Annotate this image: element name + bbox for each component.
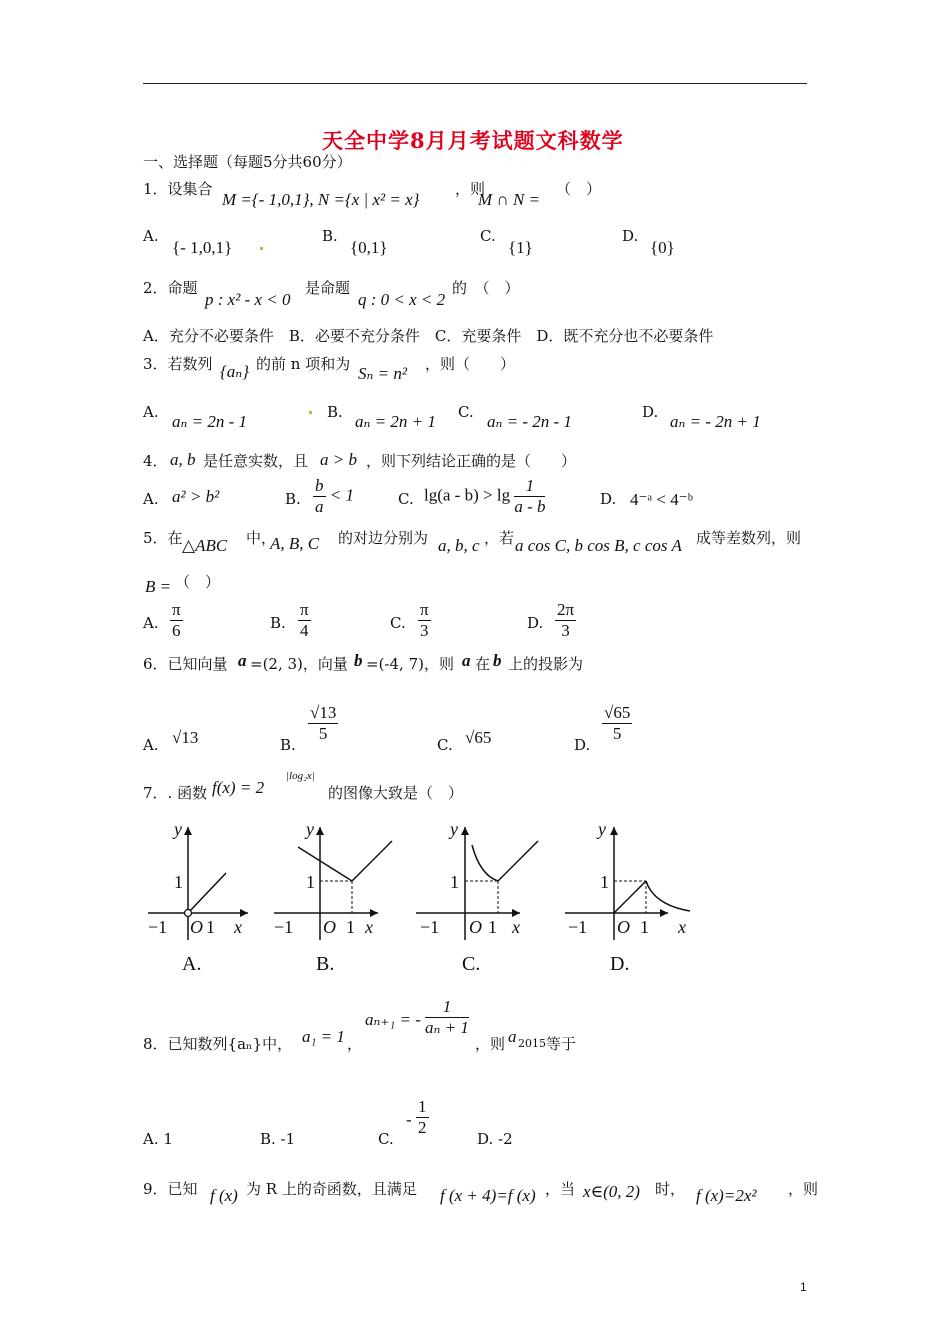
q6-d-label: D.	[574, 736, 591, 754]
q5-sides: a, b, c	[438, 536, 480, 555]
q4-c-den: a - b	[514, 497, 546, 516]
q1-number: 1．设集合	[143, 180, 213, 198]
q3-sn: Sₙ = n²	[358, 364, 407, 383]
q3-seq: {aₙ}	[220, 362, 249, 381]
stray-dot	[309, 411, 312, 414]
q3-b-value: aₙ = 2n + 1	[355, 412, 436, 431]
q9-when: ，当	[545, 1180, 576, 1198]
q5-mid1: 中，	[246, 529, 277, 547]
q4-b-rest: < 1	[329, 485, 354, 505]
q6-a-val: =(2, 3)，向量	[250, 655, 348, 673]
q5-c-value	[418, 600, 431, 641]
section-heading: 一、选择题（每题5分共60分）	[143, 153, 352, 171]
graph-a-o-label: O	[190, 917, 203, 937]
q4-cond: a > b	[320, 450, 357, 469]
q5-triangle: △ABC	[182, 536, 228, 555]
q5-b-eq: B =	[145, 577, 172, 596]
q1-b-label: B.	[322, 227, 338, 245]
q3-d-value: aₙ = - 2n + 1	[670, 412, 761, 431]
q3-b-label: B.	[327, 403, 343, 421]
q3-a-value: aₙ = 2n - 1	[172, 412, 248, 431]
q8-subscript: 2015	[518, 1037, 546, 1050]
q5-a-label: A.	[143, 614, 159, 632]
q8-number: 8．已知数列{aₙ}中，	[143, 1035, 293, 1053]
graph-b-x-label: x	[365, 917, 373, 937]
q9-time: 时，	[655, 1180, 686, 1198]
q7-graphs	[140, 815, 710, 985]
q9-def: f (x)=2x²	[696, 1186, 757, 1205]
q4-b-label: B.	[285, 490, 301, 508]
q4-ab: a, b	[170, 450, 196, 469]
q8-den: aₙ + 1	[425, 1018, 469, 1037]
graph-d-one-label: 1	[600, 872, 609, 892]
q7-function: f(x) = 2	[212, 778, 265, 797]
graph-d	[565, 819, 690, 975]
q1-expr: M ∩ N =	[478, 190, 540, 209]
q7-end: 的图像大致是（ ）	[328, 784, 464, 802]
q5-b-value	[298, 600, 311, 641]
q8-a2015: a	[508, 1027, 517, 1046]
q5-c-num: π	[420, 600, 429, 619]
q6-a-label: A.	[143, 736, 159, 754]
q5-b-num: π	[300, 600, 309, 619]
q6-b-label: B.	[280, 736, 296, 754]
q5-a-num: π	[172, 600, 181, 619]
q1-b-value: {0,1}	[350, 238, 388, 257]
q1-then: ，则	[455, 180, 486, 198]
q1-d-value: {0}	[650, 238, 675, 257]
q2-end: 的 （ ）	[452, 279, 520, 297]
graph-a	[148, 819, 248, 975]
q3-end: ，则（ ）	[425, 355, 516, 373]
graph-b-neg-label: −1	[274, 917, 294, 937]
page-title: 天全中学8月月考试题文科数学	[322, 128, 624, 153]
q4-b-value	[313, 476, 354, 517]
q6-d-num: √65	[604, 703, 631, 722]
q1-c-label: C.	[480, 227, 496, 245]
q8-c-value	[416, 1097, 429, 1138]
graph-b-x1-label: 1	[346, 917, 355, 937]
q2-mid: 是命题	[305, 279, 351, 297]
q4-c-left: lg(a - b) > lg	[424, 485, 511, 505]
q5-a-value	[170, 600, 183, 641]
q6-b-value	[308, 703, 338, 744]
q8-c-label: C.	[378, 1130, 394, 1148]
q6-b-num: √13	[310, 703, 337, 722]
q6-c-value: √65	[465, 728, 492, 747]
q6-d-value	[602, 703, 632, 744]
graph-c-o-label: O	[469, 917, 482, 937]
graph-c	[416, 819, 538, 975]
q5-paren: （ ）	[175, 573, 221, 591]
q4-d-label: D.	[600, 490, 617, 508]
graph-a-one-label: 1	[174, 872, 183, 892]
q6-b-den: 5	[318, 724, 328, 743]
q6-vector-b: b	[354, 651, 363, 670]
graph-c-one-label: 1	[450, 872, 459, 892]
graph-a-x-label: x	[234, 917, 242, 937]
q5-b-den: 4	[300, 621, 309, 640]
q5-mid3: ，若	[484, 529, 515, 547]
q4-number: 4．	[143, 452, 168, 470]
q2-p: p : x² - x < 0	[205, 290, 291, 309]
q9-range: x∈(0, 2)	[583, 1182, 640, 1201]
graph-d-o-label: O	[617, 917, 630, 937]
q8-comma: ，	[347, 1035, 363, 1053]
graph-c-x1-label: 1	[488, 917, 497, 937]
q9-f: f (x)	[210, 1186, 238, 1205]
graph-a-y-label: y	[174, 819, 182, 839]
q1-sets: M ={- 1,0,1}, N ={x | x² = x}	[222, 190, 420, 209]
q5-d-num: 2π	[557, 600, 575, 619]
graph-c-neg-label: −1	[420, 917, 440, 937]
q5-angles: A, B, C	[270, 534, 320, 553]
q4-a-label: A.	[143, 490, 159, 508]
q6-d-den: 5	[612, 724, 622, 743]
q4-d-value: 4⁻ᵃ < 4⁻ᵇ	[630, 490, 693, 509]
q5-c-label: C.	[390, 614, 406, 632]
q8-lhs: aₙ₊₁ = -	[365, 1010, 421, 1029]
q4-c-value	[424, 476, 545, 517]
q5-d-label: D.	[527, 614, 544, 632]
graph-b	[274, 819, 392, 975]
q3-c-value: aₙ = - 2n - 1	[487, 412, 572, 431]
q1-c-value: {1}	[508, 238, 533, 257]
q2-q: q : 0 < x < 2	[358, 290, 446, 309]
graph-b-o-label: O	[323, 917, 336, 937]
graph-b-y-label: y	[306, 819, 314, 839]
q8-a1: a₁ = 1	[302, 1027, 345, 1046]
q8-num: 1	[425, 997, 469, 1018]
q7-exponent: |log₂x|	[286, 770, 315, 782]
q9-number: 9．已知	[143, 1180, 198, 1198]
q8-c-sign: -	[406, 1110, 412, 1129]
q3-d-label: D.	[642, 403, 659, 421]
q7-number: 7．. 函数	[143, 784, 208, 802]
q8-end: 等于	[546, 1035, 577, 1053]
q1-a-label: A.	[143, 227, 159, 245]
graph-b-label: B.	[316, 953, 335, 975]
q4-b-den: a	[315, 497, 324, 516]
q8-c-den: 2	[418, 1118, 427, 1137]
q2-options: A．充分不必要条件 B．必要不充分条件 C．充要条件 D．既不充分也不必要条件	[143, 327, 714, 345]
q6-end: 上的投影为	[508, 655, 584, 673]
q5-mid2: 的对边分别为	[338, 529, 429, 547]
q6-b-val: =(-4, 7)，则	[366, 655, 454, 673]
q9-period: f (x + 4)=f (x)	[440, 1186, 536, 1205]
q4-end: ，则下列结论正确的是（ ）	[366, 452, 577, 470]
q8-d-option: D. -2	[477, 1130, 513, 1148]
q9-mid: 为 R 上的奇函数，且满足	[246, 1180, 417, 1198]
q4-a-value: a² > b²	[172, 487, 220, 506]
q6-vector-b2: b	[493, 651, 502, 670]
q6-a-value: √13	[172, 728, 199, 747]
q9-end: ，则	[788, 1180, 819, 1198]
graph-d-x1-label: 1	[640, 917, 649, 937]
q5-b-label: B.	[270, 614, 286, 632]
q5-d-den: 3	[561, 621, 570, 640]
q4-mid: 是任意实数，且	[203, 452, 309, 470]
q8-a-option: A. 1	[143, 1130, 173, 1148]
q6-number: 6．已知向量	[143, 655, 228, 673]
graph-b-one-label: 1	[306, 872, 315, 892]
q4-c-label: C.	[398, 490, 414, 508]
q5-d-value	[555, 600, 576, 641]
q5-cos: a cos C, b cos B, c cos A	[515, 536, 682, 555]
q5-a-den: 6	[172, 621, 181, 640]
q1-d-label: D.	[622, 227, 639, 245]
q3-mid: 的前 n 项和为	[256, 355, 351, 373]
graph-c-x-label: x	[512, 917, 520, 937]
q8-c-num: 1	[418, 1097, 427, 1116]
q4-b-num: b	[315, 476, 324, 495]
graph-d-x-label: x	[678, 917, 686, 937]
q3-a-label: A.	[143, 403, 159, 421]
graph-d-y-label: y	[598, 819, 606, 839]
q2-number: 2．命题	[143, 279, 198, 297]
graph-a-label: A.	[182, 953, 202, 975]
q6-in: 在	[475, 655, 491, 673]
q1-paren: （ ）	[556, 180, 602, 198]
q8-fraction	[425, 997, 469, 1038]
graph-a-neg-label: −1	[148, 917, 168, 937]
q1-a-value: {- 1,0,1}	[172, 238, 233, 257]
stray-dot	[260, 247, 263, 250]
graph-c-y-label: y	[450, 819, 458, 839]
q3-number: 3．若数列	[143, 355, 213, 373]
q4-c-num: 1	[514, 476, 545, 497]
q6-vector-a2: a	[462, 651, 471, 670]
graph-d-neg-label: −1	[568, 917, 588, 937]
q6-c-label: C.	[437, 736, 453, 754]
q5-number: 5．在	[143, 529, 183, 547]
header-rule	[143, 83, 807, 84]
graph-a-x1-label: 1	[206, 917, 215, 937]
page-number: 1	[800, 1280, 807, 1294]
q5-c-den: 3	[420, 621, 429, 640]
q3-c-label: C.	[458, 403, 474, 421]
graph-d-label: D.	[610, 953, 630, 975]
q6-vector-a: a	[238, 651, 247, 670]
graph-c-label: C.	[462, 953, 481, 975]
q8-then: ，则	[475, 1035, 506, 1053]
q5-end: 成等差数列，则	[696, 529, 802, 547]
q8-b-option: B. -1	[260, 1130, 296, 1148]
